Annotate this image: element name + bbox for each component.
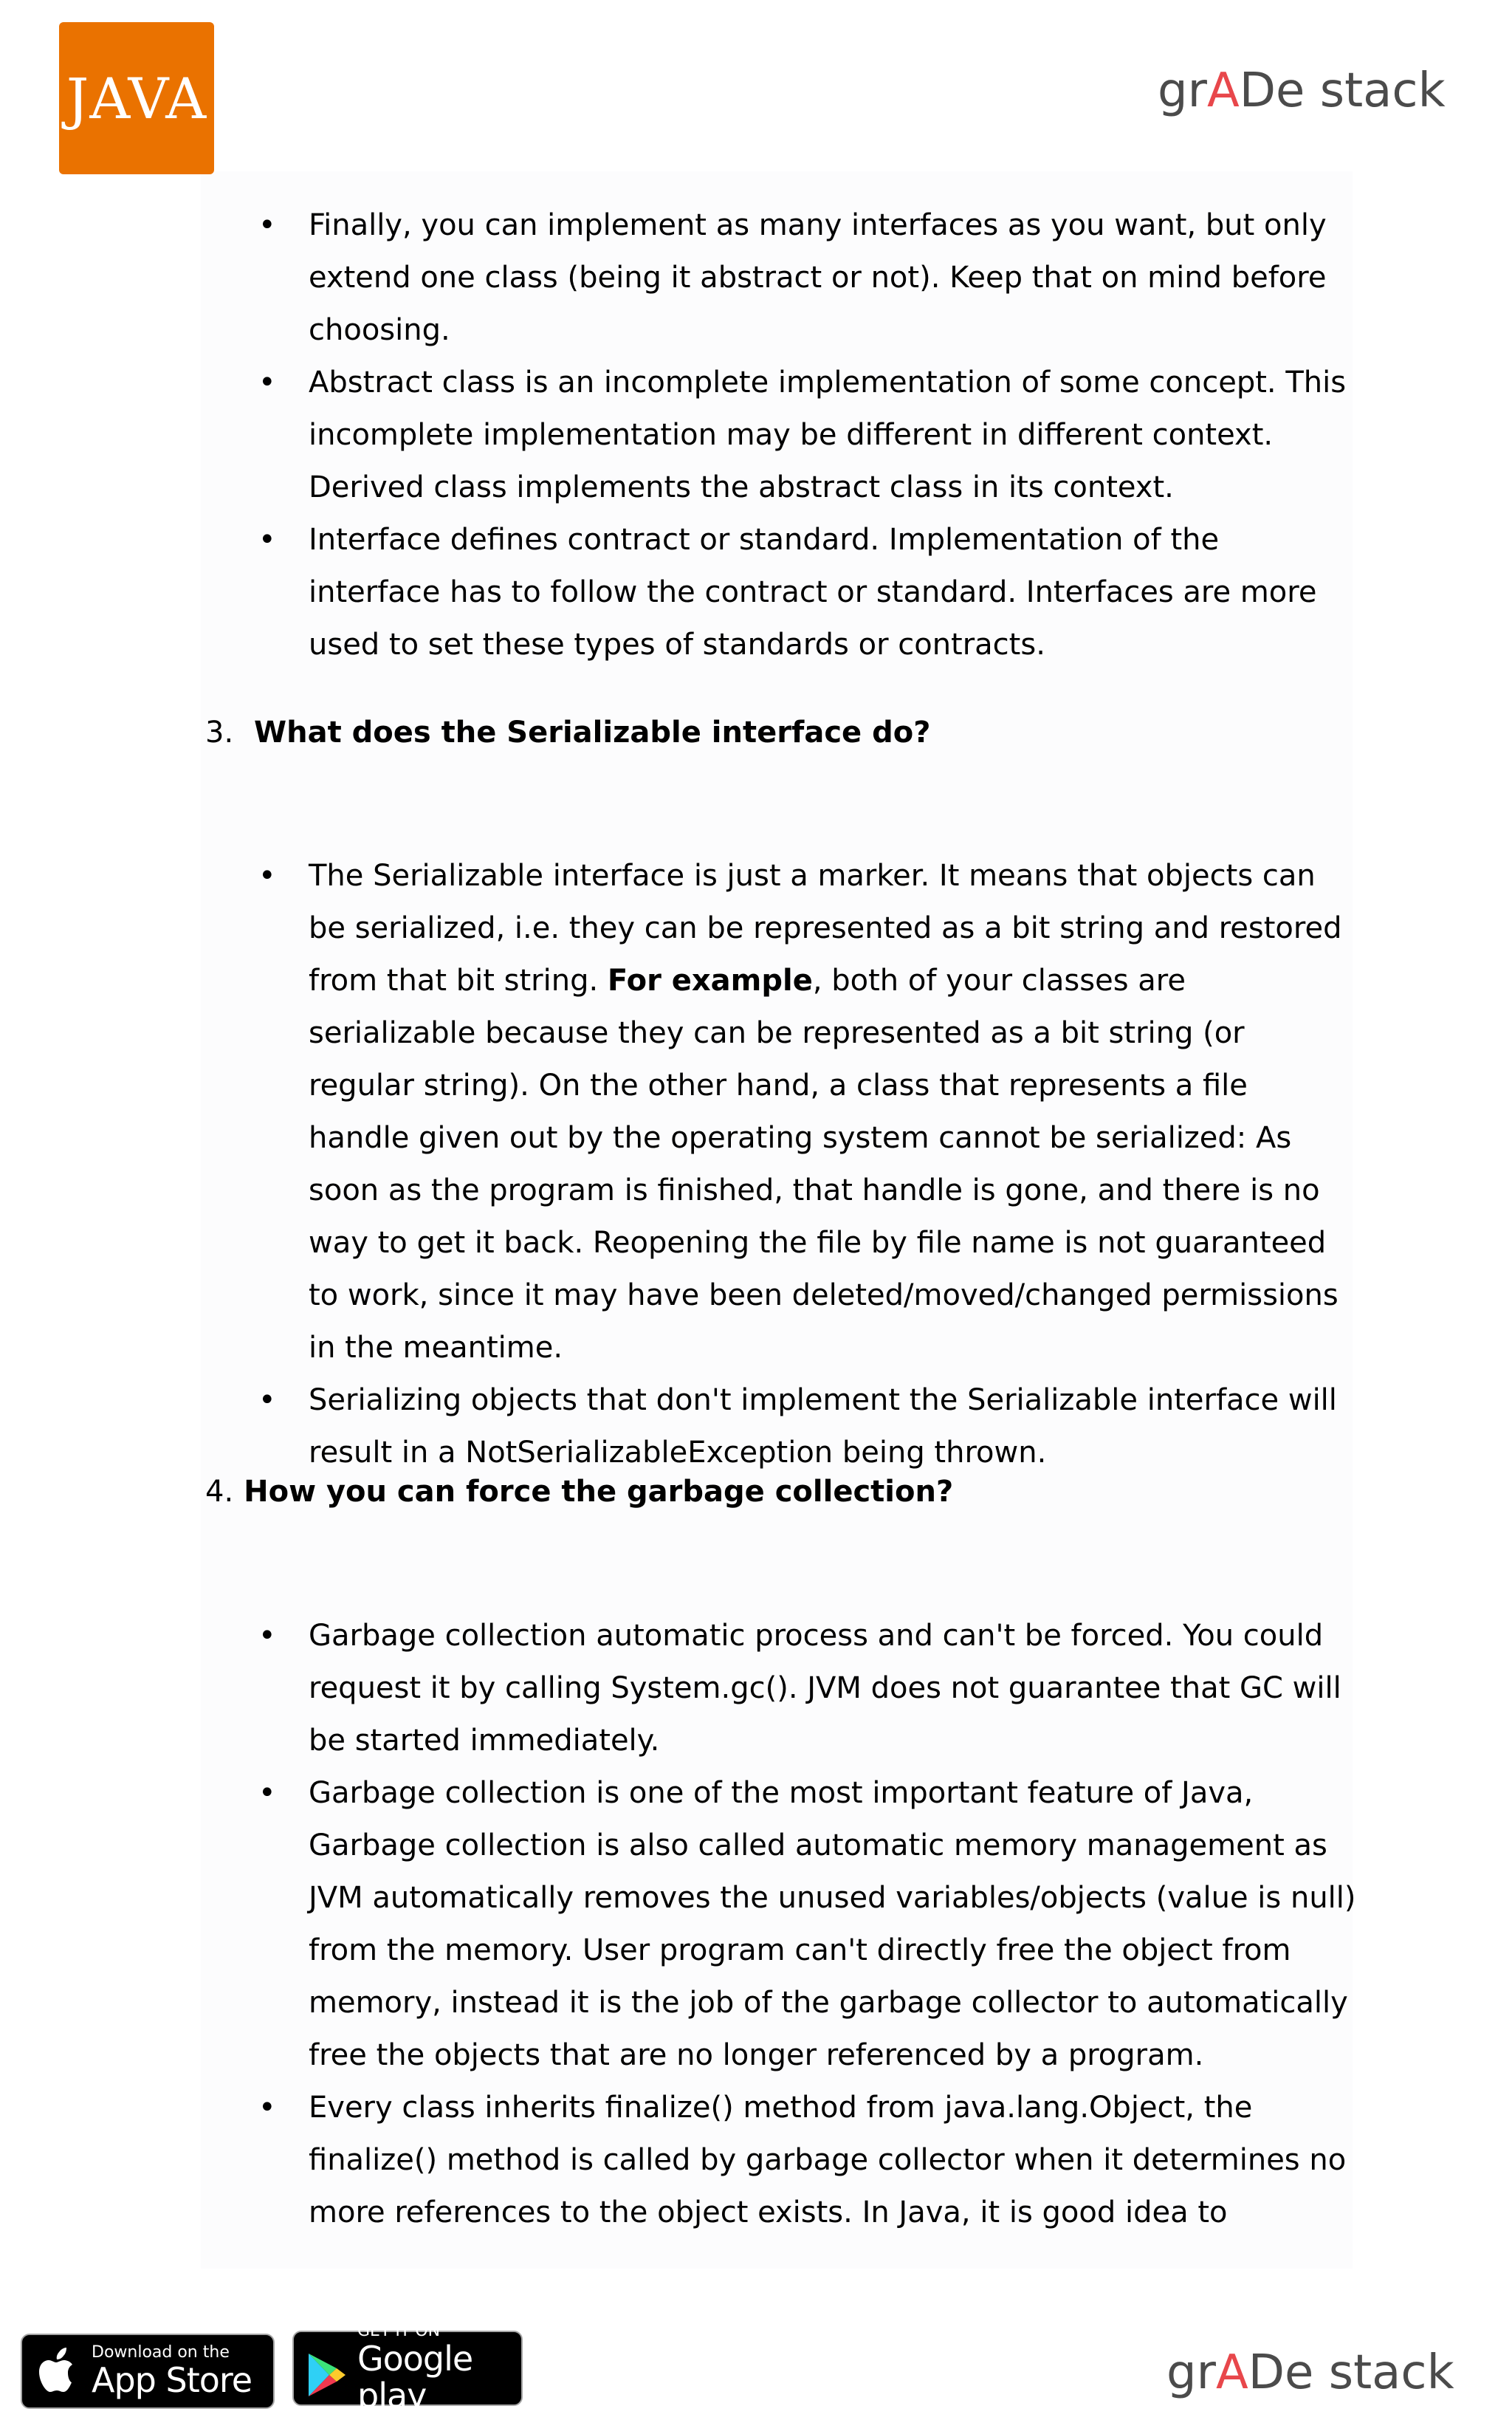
google-play-small-text: GET IT ON (357, 2322, 441, 2340)
gradestack-logo-bottom: grADe stack (1166, 2345, 1454, 2400)
list-item: • Garbage collection is one of the most important feature of Java, Garbage collection is also called automatic memory management as JVM automatically removes the unused variables/objects (value is null) from the memory. User program can't directly free the object from memory, instead it is the job of the garbage collector to automatically free the objects that are no longer referenced by a program. (0, 1767, 1357, 2082)
question-text: What does the Serializable interface do? (254, 716, 931, 750)
question-number: 4. (205, 1475, 234, 1509)
google-play-icon (306, 2352, 347, 2398)
q3-bullet-list (0, 850, 1512, 1479)
java-logo (59, 22, 214, 174)
list-item: • Abstract class is an incomplete implementation of some concept. This incomplete implementation may be different in different context. Derived class implements the abstract class in its context. (0, 357, 1357, 514)
google-play-badge[interactable] (292, 2322, 523, 2416)
google-play-big-text: Google play (357, 2339, 473, 2416)
list-item: • Finally, you can implement as many interfaces as you want, but only extend one class (being it abstract or not). Keep that on mind before choosing. (0, 199, 1357, 357)
intro-bullet-list (0, 199, 1512, 671)
question-text: How you can force the garbage collection? (244, 1475, 954, 1509)
question-3-heading (205, 707, 930, 759)
bold-emphasis: For example (607, 964, 813, 998)
question-number: 3. (205, 716, 234, 750)
list-item: • The Serializable interface is just a marker. It means that objects can be serialized, i.e. they can be represented as a bit string and restored from that bit string. For example, both of your classes are serializable because they can be represented as a bit string (or regular string). On the other hand, a class that represents a file handle given out by the operating system cannot be serialized: As soon as the program is finished, that handle is gone, and there is no way to get it back. Reopening the file by file name is not guaranteed to work, since it may have been deleted/moved/changed permissions in the meantime. (0, 850, 1357, 1374)
apple-icon (37, 2345, 81, 2398)
app-store-small-text: Download on the (92, 2343, 230, 2362)
question-4-heading (205, 1466, 953, 1518)
java-logo-text: JAVA (66, 65, 207, 131)
list-item: • Garbage collection automatic process and can't be forced. You could request it by calling System.gc(). JVM does not guarantee that GC will be started immediately. (0, 1610, 1357, 1767)
list-item: • Interface defines contract or standard. Implementation of the interface has to follow the contract or standard. Interfaces are more used to set these types of standards or contracts. (0, 514, 1357, 671)
app-store-badge[interactable] (21, 2334, 275, 2409)
app-store-big-text: App Store (92, 2360, 252, 2400)
list-item: • Every class inherits finalize() method from java.lang.Object, the finalize() method is called by garbage collector when it determines no more references to the object exists. In Java, it is good idea to (0, 2082, 1357, 2239)
q4-bullet-list (0, 1610, 1512, 2239)
gradestack-logo-top: grADe stack (1158, 64, 1446, 118)
list-item: • Serializing objects that don't implement the Serializable interface will result in a NotSerializableException being thrown. (0, 1374, 1357, 1479)
